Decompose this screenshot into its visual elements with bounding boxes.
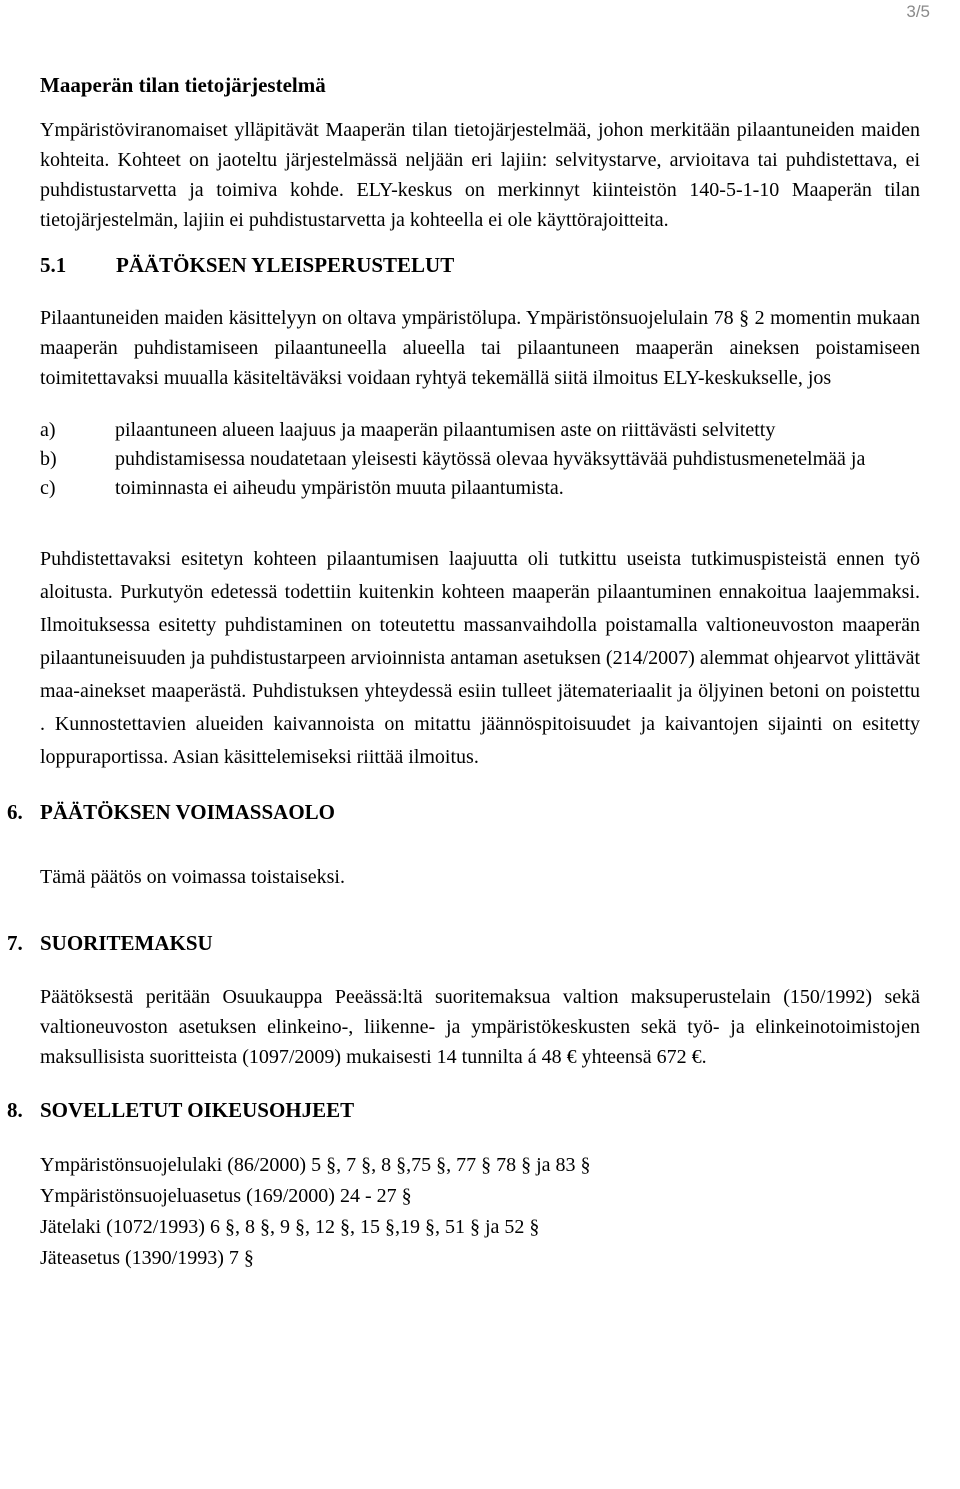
list-marker: a) — [40, 419, 56, 441]
list-item — [40, 474, 920, 503]
conditions-list — [40, 416, 920, 503]
law-item: Jäteasetus (1390/1993) 7 § — [40, 1247, 254, 1269]
section-5-1-title: PÄÄTÖKSEN YLEISPERUSTELUT — [116, 253, 455, 277]
section-6-number: 6. — [7, 800, 23, 824]
list-item-text: toiminnasta ei aiheudu ympäristön muuta pilaantumista. — [115, 477, 564, 499]
list-item — [40, 445, 920, 474]
list-item-text: pilaantuneen alueen laajuus ja maaperän pilaantumisen aste on riittävästi selvitetty — [115, 419, 776, 441]
section-5-1-heading — [40, 250, 920, 280]
list-item — [40, 416, 920, 445]
law-item: Ympäristönsuojelulaki (86/2000) 5 §, 7 §, 8 §,75 §, 77 § 78 § ja 83 § — [40, 1154, 591, 1176]
page-number: 3/5 — [906, 2, 930, 21]
assessment-paragraph: Puhdistettavaksi esitetyn kohteen pilaantumisen laajuutta oli tutkittu useista tutkimuspisteistä ennen työ aloitusta. Purkutyön edetessä todettiin kuitenkin kohteen maaperän pilaantuminen ennakoitua laajemmaksi. Ilmoituksessa esitetty puhdistaminen on toteutettu massanvaihdolla poistamalla valtioneuvoston maaperän pilaantuneisuuden ja puhdistustarpeen arvioinnista antaman asetuksen (214/2007) alemmat ohjearvot ylittävät maa-ainekset maaperästä. Puhdistuksen yhteydessä esiin tulleet jätemateriaalit ja öljyinen betoni on poistettu . Kunnostettavien alueiden kaivannoista on mitattu jäännöspitoisuudet ja kaivantojen sijainti on esitetty loppuraportissa. Asian käsittelemiseksi riittää ilmoitus. — [40, 548, 920, 768]
section-7-heading — [7, 928, 920, 958]
section-7-title: SUORITEMAKSU — [40, 931, 213, 955]
laws-list — [40, 1150, 920, 1274]
section-8-title: SOVELLETUT OIKEUSOHJEET — [40, 1098, 355, 1122]
list-marker: b) — [40, 448, 57, 470]
section-6-title: PÄÄTÖKSEN VOIMASSAOLO — [40, 800, 335, 824]
section-6-paragraph: Tämä päätös on voimassa toistaiseksi. — [40, 866, 345, 888]
registry-heading: Maaperän tilan tietojärjestelmä — [40, 73, 326, 97]
list-marker: c) — [40, 477, 56, 499]
list-item-text: puhdistamisessa noudatetaan yleisesti käytössä olevaa hyväksyttävää puhdistusmenetelmää ja — [115, 448, 866, 470]
section-7-number: 7. — [7, 931, 23, 955]
document-body — [7, 70, 920, 1274]
law-item: Ympäristönsuojeluasetus (169/2000) 24 - 27 § — [40, 1185, 412, 1207]
law-item: Jätelaki (1072/1993) 6 §, 8 §, 9 §, 12 §, 15 §,19 §, 51 § ja 52 § — [40, 1216, 540, 1238]
registry-paragraph: Ympäristöviranomaiset ylläpitävät Maaperän tilan tietojärjestelmää, johon merkitään pilaantuneiden maiden kohteita. Kohteet on jaoteltu järjestelmässä neljään eri lajiin: selvitystarve, arvioitava tai puhdistettava, ei puhdistustarvetta ja toimiva kohde. ELY-keskus on merkinnyt kiinteistön 140-5-1-10 Maaperän tilan tietojärjestelmän, lajiin ei puhdistustarvetta ja kohteella ei ole käyttörajoitteita. — [40, 119, 920, 231]
section-6-heading — [7, 797, 920, 827]
section-8-heading — [7, 1095, 920, 1125]
section-5-1-number: 5.1 — [40, 253, 67, 277]
section-8-number: 8. — [7, 1098, 23, 1122]
section-5-1-paragraph: Pilaantuneiden maiden käsittelyyn on oltava ympäristölupa. Ympäristönsuojelulain 78 § 2 momentin mukaan maaperän puhdistamiseen pilaantuneella alueella tai pilaantuneen maaperän aineksen poistamiseen toimitettavaksi muualla käsiteltäväksi voidaan ryhtyä tekemällä siitä ilmoitus ELY-keskukselle, jos — [40, 307, 920, 389]
section-7-paragraph: Päätöksestä peritään Osuukauppa Peeässä:ltä suoritemaksua valtion maksuperustelain (150/1992) sekä valtioneuvoston asetuksen elinkeino-, liikenne- ja ympäristökeskusten sekä työ- ja elinkeinotoimistojen maksullisista suoritteista (1097/2009) mukaisesti 14 tunnilta á 48 € yhteensä 672 €. — [40, 986, 920, 1068]
